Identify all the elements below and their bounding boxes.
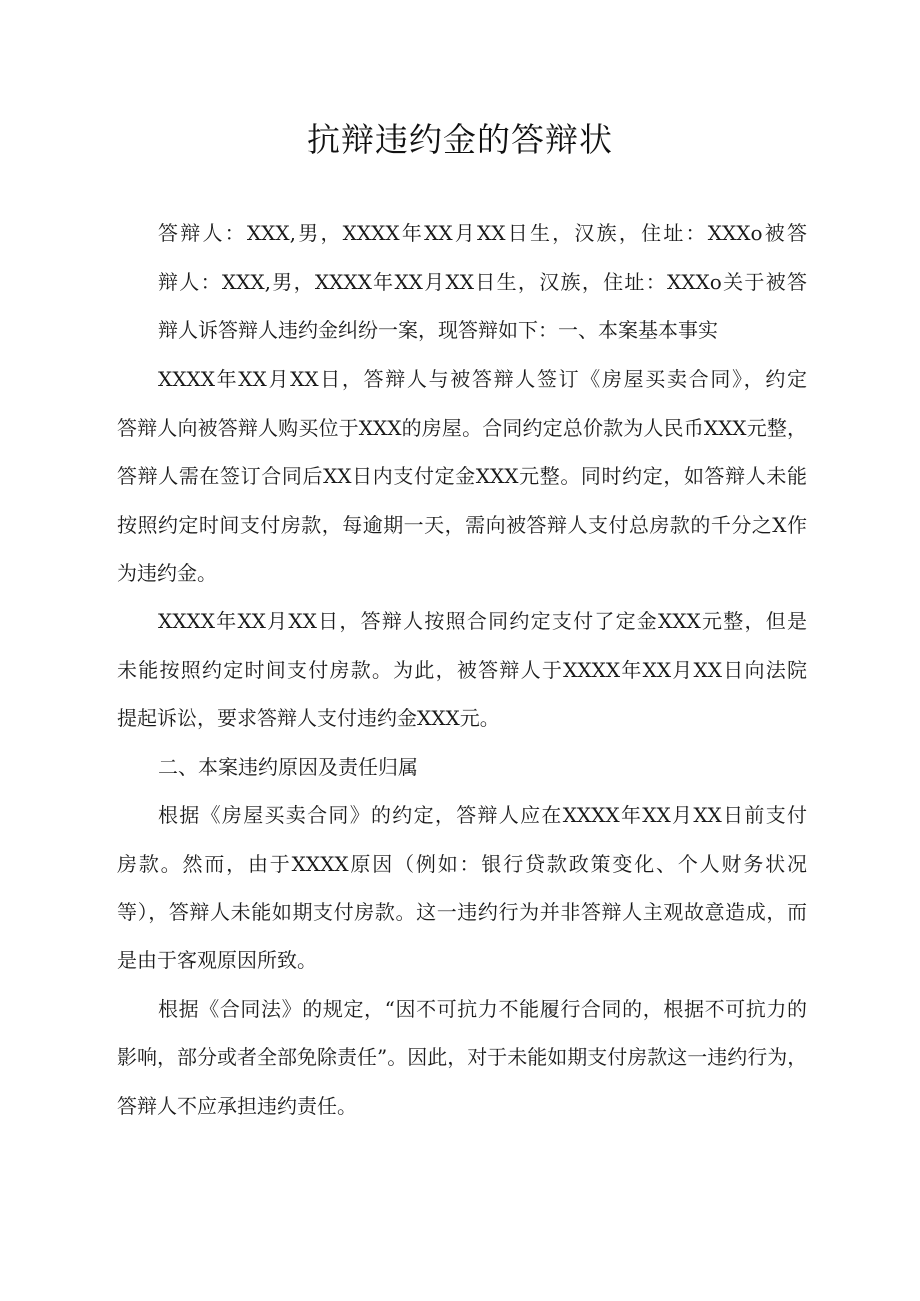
text-line: XXXX年XX月XX日，答辩人按照合同约定支付了定金XXX元整，但是: [158, 609, 807, 633]
text-line: 根据《合同法》的规定，“因不可抗力不能履行合同的，根据不可抗力的: [158, 997, 807, 1021]
text-line: 答辩人：XXX,男，XXXX年XX月XX日生，汉族，住址：XXXo被答: [158, 221, 807, 245]
text-line: 为违约金。: [117, 561, 217, 585]
text-line: 提起诉讼，要求答辩人支付违约金XXX元。: [117, 706, 500, 730]
text-line: 房款。然而，由于XXXX原因（例如：银行贷款政策变化、个人财务状况: [117, 852, 807, 876]
section-heading: 二、本案违约原因及责任归属: [158, 755, 418, 779]
text-line: 辩人诉答辩人违约金纠纷一案，现答辩如下：一、本案基本事实: [158, 318, 718, 342]
text-line: 辩人：XXX,男，XXXX年XX月XX日生，汉族，住址：XXXo关于被答: [158, 270, 807, 294]
text-line: 等），答辩人未能如期支付房款。这一违约行为并非答辩人主观故意造成，而: [117, 900, 807, 924]
text-line: 根据《房屋买卖合同》的约定，答辩人应在XXXX年XX月XX日前支付: [158, 803, 807, 827]
text-line: 按照约定时间支付房款，每逾期一天，需向被答辩人支付总房款的千分之X作: [117, 513, 807, 537]
text-line: XXXX年XX月XX日，答辩人与被答辩人签订《房屋买卖合同》，约定: [158, 367, 807, 391]
text-line: 答辩人不应承担违约责任。: [117, 1094, 357, 1118]
text-line: 影响，部分或者全部免除责任”。因此，对于未能如期支付房款这一违约行为，: [117, 1045, 807, 1069]
text-line: 答辩人向被答辩人购买位于XXX的房屋。合同约定总价款为人民币XXX元整，: [117, 416, 807, 440]
text-line: 是由于客观原因所致。: [117, 948, 317, 972]
document-title: 抗辩违约金的答辩状: [307, 120, 613, 159]
text-line: 未能按照约定时间支付房款。为此，被答辩人于XXXX年XX月XX日向法院: [117, 658, 807, 682]
text-line: 答辩人需在签订合同后XX日内支付定金XXX元整。同时约定，如答辩人未能: [117, 464, 807, 488]
